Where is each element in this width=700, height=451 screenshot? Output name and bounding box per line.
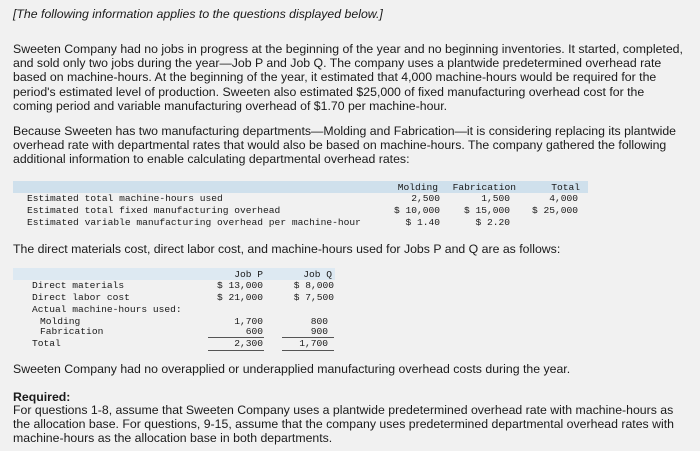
row-label-machine-hours: Estimated total machine-hours used (27, 193, 223, 204)
job-q-direct-materials: $ 8,000 (293, 280, 334, 291)
job-p-direct-materials: $ 13,000 (216, 280, 263, 291)
job-p-total-underline (208, 350, 264, 351)
molding-machine-hours: 2,500 (411, 193, 440, 204)
job-p-total-hours: 2,300 (234, 338, 263, 349)
row-label-fabrication: Fabrication (40, 326, 104, 337)
required-instructions: For questions 1-8, assume that Sweeten Company uses a plantwide predetermined overhead rate with machine-hours as the allocation base. For questions, 9-15, assume that the company uses predetermined departmental overhead rates with machine-hours as the allocation base in both departments. (13, 403, 674, 446)
total-fixed-overhead: $ 25,000 (531, 205, 578, 216)
job-q-total-underline (282, 350, 334, 351)
job-data-intro: The direct materials cost, direct labor cost, and machine-hours used for Jobs P and Q are as follows: (13, 242, 561, 256)
job-q-fabrication-hours: 900 (310, 326, 328, 337)
job-p-fabrication-hours: 600 (245, 326, 263, 337)
job-p-molding-hours: 1,700 (234, 316, 263, 327)
row-label-machine-hours-used: Actual machine-hours used: (32, 304, 182, 315)
job-p-direct-labor: $ 21,000 (216, 292, 263, 303)
company-description: Sweeten Company had no jobs in progress at the beginning of the year and no beginning inventories. It started, completed, and sold only two jobs during the year—Job P and Job Q. The company uses a plantwide predetermined overhead rate based on machine-hours. At the beginning of the year, it estimated that 4,000 machine-hours would be required for the period's estimated level of production. Sweeten also estimated $25,000 of fixed manufacturing overhead cost for the coming period and variable manufacturing overhead of $1.70 per machine-hour. (13, 42, 683, 113)
total-machine-hours: 4,000 (549, 193, 578, 204)
header-fabrication: Fabrication (452, 182, 516, 193)
header-job-p: Job P (234, 269, 263, 280)
fabrication-variable-overhead: $ 2.20 (475, 217, 510, 228)
header-total: Total (551, 182, 580, 193)
no-variance-note: Sweeten Company had no overapplied or underapplied manufacturing overhead costs during the year. (13, 362, 571, 376)
row-label-direct-labor: Direct labor cost (32, 292, 130, 303)
job-q-direct-labor: $ 7,500 (293, 292, 334, 303)
row-label-total: Total (32, 338, 61, 349)
row-label-fixed-overhead: Estimated total fixed manufacturing overhead (27, 205, 281, 216)
header-molding: Molding (397, 182, 438, 193)
fabrication-fixed-overhead: $ 15,000 (463, 205, 510, 216)
job-q-total-hours: 1,700 (299, 338, 328, 349)
departmental-rates-description: Because Sweeten has two manufacturing departments—Molding and Fabrication—it is considering replacing its plantwide overhead rate with departmental rates that would also be based on machine-hours. The company gathered the following additional information to enable calculating departmental overhead rates: (13, 124, 677, 167)
job-q-molding-hours: 800 (310, 316, 328, 327)
intro-note: [The following information applies to the questions displayed below.] (13, 7, 383, 21)
row-label-molding: Molding (40, 316, 81, 327)
row-label-direct-materials: Direct materials (32, 280, 125, 291)
required-heading: Required: (13, 390, 71, 404)
molding-fixed-overhead: $ 10,000 (393, 205, 440, 216)
row-label-variable-overhead: Estimated variable manufacturing overhead per machine-hour (27, 217, 361, 228)
fabrication-machine-hours: 1,500 (481, 193, 510, 204)
molding-variable-overhead: $ 1.40 (405, 217, 440, 228)
header-job-q: Job Q (303, 269, 332, 280)
